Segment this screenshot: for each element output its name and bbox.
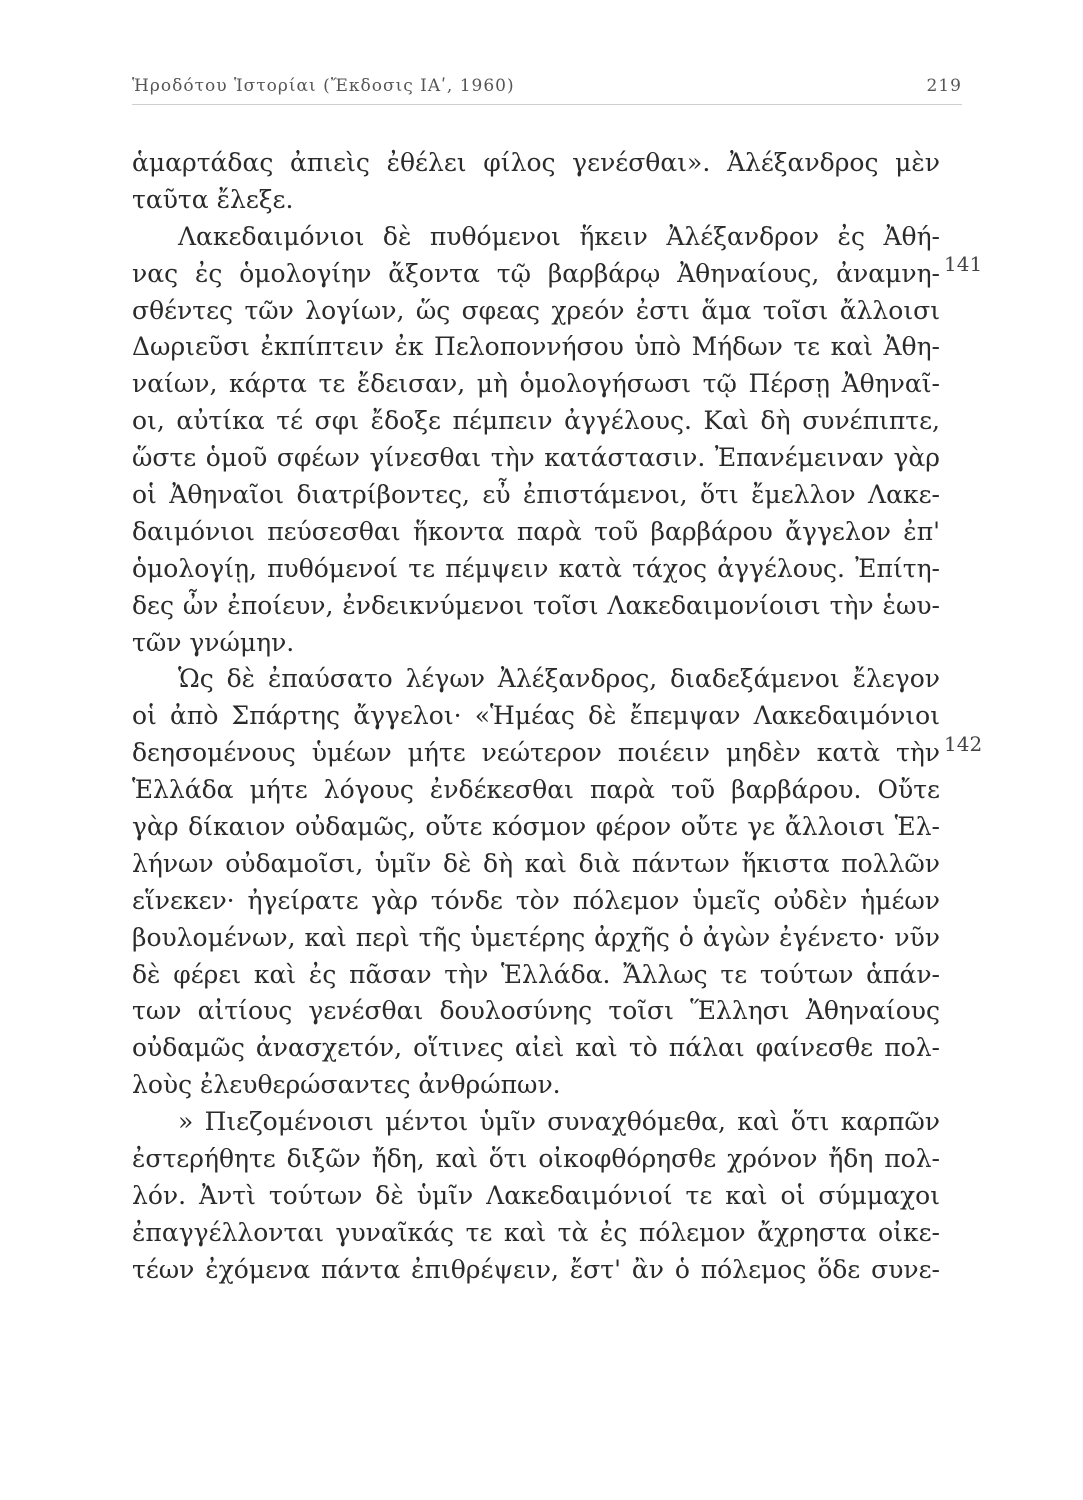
running-header-title: Ἡροδότου Ἱστορίαι (Ἔκδοσις ΙΑʹ, 1960) bbox=[132, 76, 515, 96]
text-line: ταῦτα ἔλεξε. bbox=[132, 184, 294, 214]
text-line: τέων ἐχόμενα πάντα ἐπιθρέψειν, ἔστ' ἂν ὁ πόλεμος ὅδε συνε- bbox=[132, 1254, 940, 1284]
text-line: οἱ Ἀθηναῖοι διατρίβοντες, εὖ ἐπιστάμενοι, ὅτι ἔμελλον Λακε- bbox=[132, 480, 940, 510]
text-line: λοὺς ἐλευθερώσαντες ἀνθρώπων. bbox=[132, 1070, 561, 1100]
text-line: δες ὦν ἐποίευν, ἐνδεικνύμενοι τοῖσι Λακεδαιμονίοισι τὴν ἑωυ- bbox=[132, 590, 940, 620]
text-line: ὁμολογίῃ, πυθόμενοί τε πέμψειν κατὰ τάχος ἀγγέλους. Ἐπίτη- bbox=[132, 553, 940, 583]
section-number-141: 141 bbox=[944, 252, 983, 276]
text-line: γὰρ δίκαιον οὐδαμῶς, οὔτε κόσμον φέρον οὔτε γε ἄλλοισι Ἑλ- bbox=[132, 812, 940, 842]
text-line: εἵνεκεν· ἠγείρατε γὰρ τόνδε τὸν πόλεμον ὑμεῖς οὐδὲν ἡμέων bbox=[132, 885, 940, 915]
body-text bbox=[132, 145, 940, 1289]
text-line: δαιμόνιοι πεύσεσθαι ἥκοντα παρὰ τοῦ βαρβάρου ἄγγελον ἐπ' bbox=[132, 516, 940, 546]
text-line: οὐδαμῶς ἀνασχετόν, οἵτινες αἰεὶ καὶ τὸ πάλαι φαίνεσθε πολ- bbox=[132, 1033, 940, 1063]
running-header bbox=[132, 72, 962, 105]
text-line: ὥστε ὁμοῦ σφέων γίνεσθαι τὴν κατάστασιν. Ἐπανέμειναν γὰρ bbox=[132, 443, 940, 473]
text-line: » Πιεζομένοισι μέντοι ὑμῖν συναχθόμεθα, καὶ ὅτι καρπῶν bbox=[178, 1107, 940, 1137]
text-line: οι, αὐτίκα τέ σφι ἔδοξε πέμπειν ἀγγέλους. Καὶ δὴ συνέπιπτε, bbox=[132, 406, 940, 436]
text-line: σθέντες τῶν λογίων, ὥς σφεας χρεόν ἐστι ἅμα τοῖσι ἄλλοισι bbox=[132, 295, 940, 325]
text-line: των αἰτίους γενέσθαι δουλοσύνης τοῖσι Ἕλλησι Ἀθηναίους bbox=[132, 996, 940, 1026]
section-number-142: 142 bbox=[944, 732, 983, 756]
text-line: ἐστερήθητε διξῶν ἤδη, καὶ ὅτι οἰκοφθόρησθε χρόνον ἤδη πολ- bbox=[132, 1144, 940, 1174]
text-line: δὲ φέρει καὶ ἐς πᾶσαν τὴν Ἑλλάδα. Ἄλλως τε τούτων ἁπάν- bbox=[132, 959, 940, 989]
text-line: λήνων οὐδαμοῖσι, ὑμῖν δὲ δὴ καὶ διὰ πάντων ἥκιστα πολλῶν bbox=[132, 848, 940, 878]
text-line: δεησομένους ὑμέων μήτε νεώτερον ποιέειν μηδὲν κατὰ τὴν bbox=[132, 738, 940, 768]
text-line: τῶν γνώμην. bbox=[132, 627, 295, 657]
page-number: 219 bbox=[926, 76, 962, 96]
text-line: Λακεδαιμόνιοι δὲ πυθόμενοι ἥκειν Ἀλέξανδρον ἐς Ἀθή- bbox=[178, 221, 940, 251]
text-line: οἱ ἀπὸ Σπάρτης ἄγγελοι· «Ἡμέας δὲ ἔπεμψαν Λακεδαιμόνιοι bbox=[132, 701, 940, 731]
text-line: βουλομένων, καὶ περὶ τῆς ὑμετέρης ἀρχῆς ὁ ἀγὼν ἐγένετο· νῦν bbox=[132, 922, 940, 952]
text-line: νας ἐς ὁμολογίην ἄξοντα τῷ βαρβάρῳ Ἀθηναίους, ἀναμνη- bbox=[132, 258, 940, 288]
text-line: λόν. Ἀντὶ τούτων δὲ ὑμῖν Λακεδαιμόνιοί τε καὶ οἱ σύμμαχοι bbox=[132, 1180, 940, 1210]
text-line: Δωριεῦσι ἐκπίπτειν ἐκ Πελοποννήσου ὑπὸ Μήδων τε καὶ Ἀθη- bbox=[132, 332, 940, 362]
text-line: ἐπαγγέλλονται γυναῖκάς τε καὶ τὰ ἐς πόλεμον ἄχρηστα οἰκε- bbox=[132, 1217, 940, 1247]
text-line: ἁμαρτάδας ἀπιεὶς ἐθέλει φίλος γενέσθαι». Ἀλέξανδρος μὲν bbox=[132, 148, 940, 177]
text-line: ναίων, κάρτα τε ἔδεισαν, μὴ ὁμολογήσωσι τῷ Πέρσῃ Ἀθηναῖ- bbox=[132, 369, 940, 399]
text-line: Ὡς δὲ ἐπαύσατο λέγων Ἀλέξανδρος, διαδεξάμενοι ἔλεγον bbox=[178, 664, 940, 694]
text-line: Ἑλλάδα μήτε λόγους ἐνδέκεσθαι παρὰ τοῦ βαρβάρου. Οὔτε bbox=[132, 775, 940, 805]
